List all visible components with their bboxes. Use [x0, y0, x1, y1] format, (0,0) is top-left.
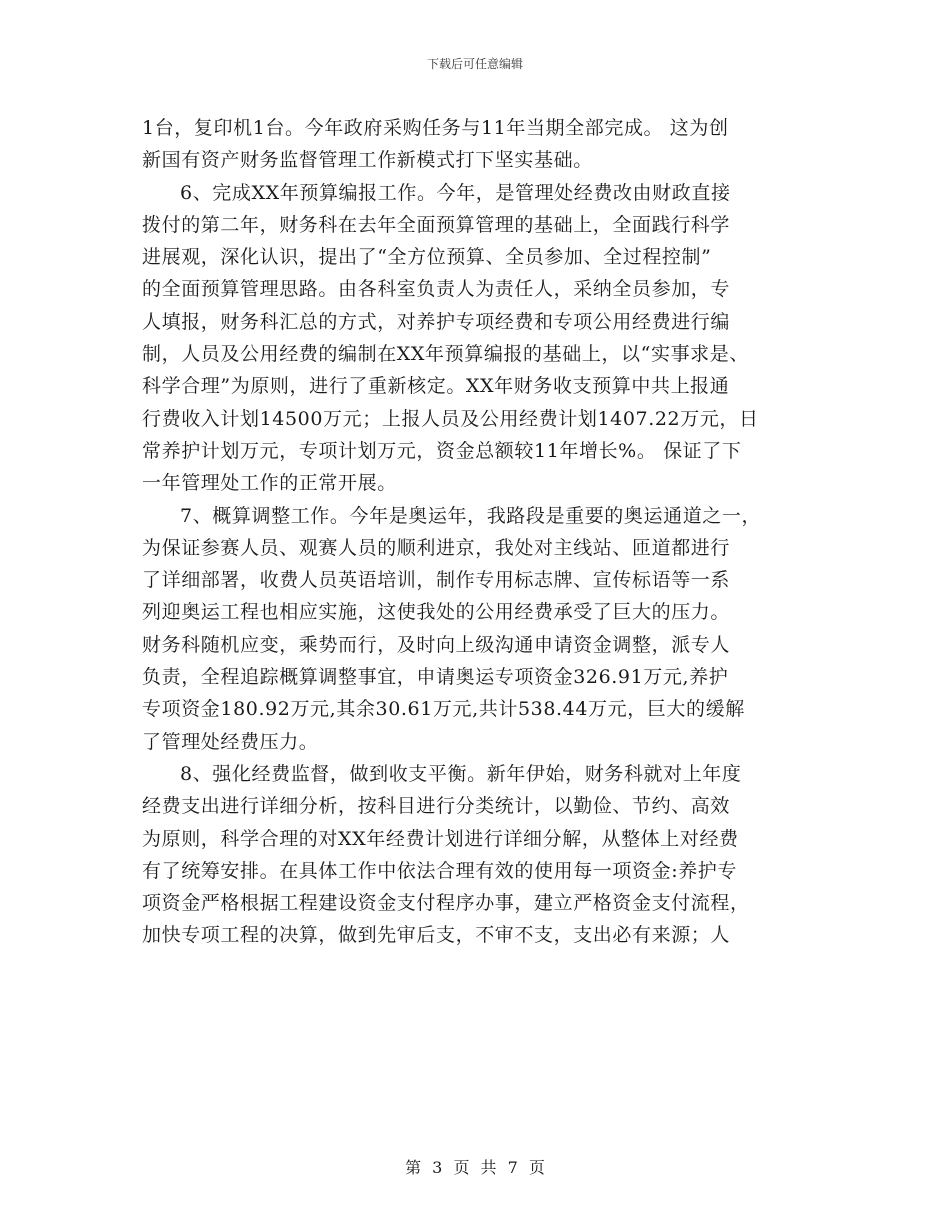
text-line: 1台，复印机1台。今年政府采购任务与11年当期全部完成。 这为创 [142, 117, 729, 139]
text-line: 一年管理处工作的正常开展。 [142, 472, 397, 495]
text-line: 进展观，深化认识，提出了“全方位预算、全员参加、全过程控制” [142, 246, 712, 269]
text-line: 的全面预算管理思路。由各科室负责人为责任人，采纳全员参加，专 [142, 278, 731, 301]
text-line: 行费收入计划14500万元；上报人员及公用经费计划1407.22万元，日 [142, 407, 759, 430]
text-line: 拨付的第二年，财务科在去年全面预算管理的基础上，全面践行科学 [142, 213, 731, 236]
page-footer: 第 3 页 共 7 页 [405, 1158, 545, 1177]
text-line: 列迎奥运工程也相应实施，这使我处的公用经费承受了巨大的压力。 [142, 601, 731, 624]
text-line: 项资金严格根据工程建设资金支付程序办事，建立严格资金支付流程， [142, 892, 750, 915]
text-line: 制，人员及公用经费的编制在XX年预算编报的基础上，以“实事求是、 [142, 343, 749, 366]
text-line: 经费支出进行详细分析，按科目进行分类统计，以勤俭、节约、高效 [142, 795, 731, 818]
page-header: 下载后可任意编辑 [426, 57, 523, 71]
text-line: 专项资金180.92万元,其余30.61万元,共计538.44万元，巨大的缓解 [142, 698, 745, 721]
text-line: 为原则，科学合理的对XX年经费计划进行详细分解，从整体上对经费 [142, 827, 739, 850]
text-line: 了管理处经费压力。 [142, 730, 319, 753]
text-line: 加快专项工程的决算，做到先审后支，不审不支，支出必有来源；人 [142, 924, 731, 947]
text-line: 新国有资产财务监督管理工作新模式打下坚实基础。 [142, 149, 593, 172]
text-line: 8、强化经费监督，做到收支平衡。新年伊始，财务科就对上年度 [180, 762, 742, 785]
text-line: 有了统筹安排。在具体工作中依法合理有效的使用每一项资金:养护专 [142, 859, 738, 882]
text-line: 常养护计划万元，专项计划万元，资金总额较11年增长%。 保证了下 [142, 439, 742, 462]
text-line: 7、概算调整工作。今年是奥运年，我路段是重要的奥运通道之一， [180, 504, 762, 527]
text-line: 财务科随机应变，乘势而行，及时向上级沟通申请资金调整，派专人 [142, 633, 731, 656]
document-body [142, 112, 822, 952]
text-line: 负责，全程追踪概算调整事宜，申请奥运专项资金326.91万元,养护 [142, 666, 729, 689]
text-line: 人填报，财务科汇总的方式，对养护专项经费和专项公用经费进行编 [142, 310, 731, 333]
text-line: 了详细部署，收费人员英语培训，制作专用标志牌、宣传标语等一系 [142, 569, 731, 592]
text-line: 为保证参赛人员、观赛人员的顺利进京，我处对主线站、匝道都进行 [142, 536, 731, 559]
text-line: 科学合理”为原则，进行了重新核定。XX年财务收支预算中共上报通 [142, 375, 730, 398]
text-line: 6、完成XX年预算编报工作。今年，是管理处经费改由财政直接 [180, 181, 731, 204]
